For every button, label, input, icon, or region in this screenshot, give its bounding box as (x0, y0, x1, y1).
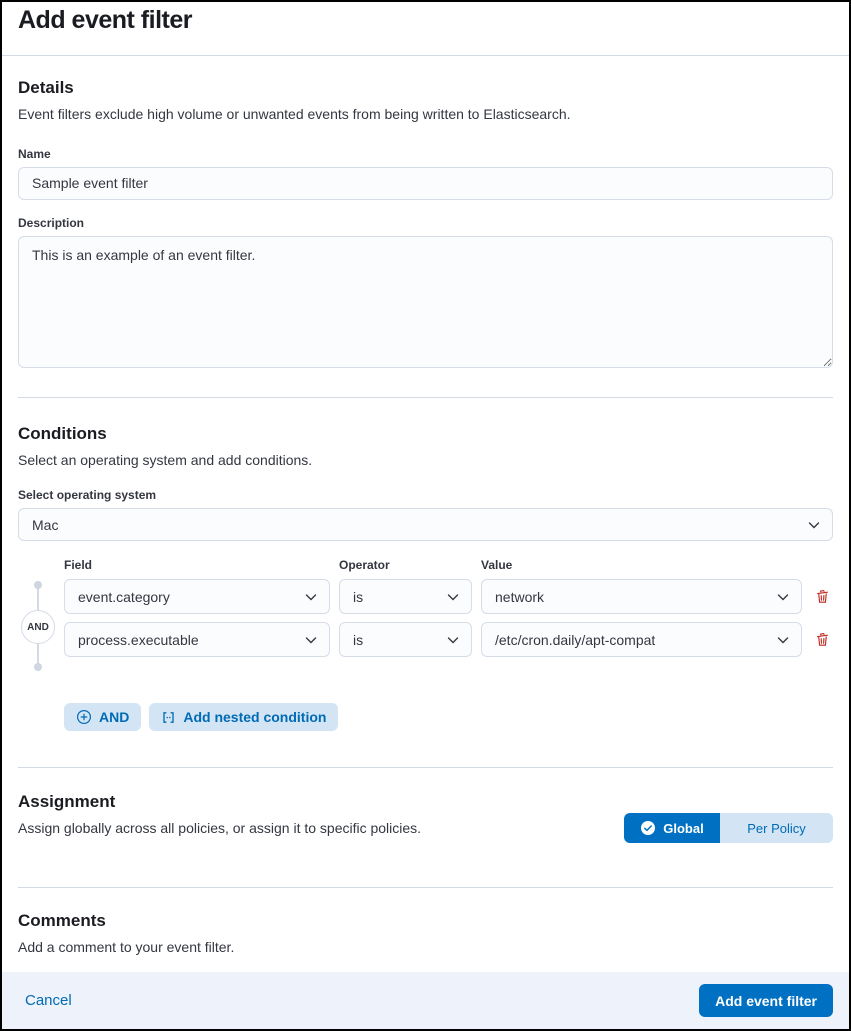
field-select[interactable] (64, 579, 330, 614)
connector-dot-top (34, 581, 42, 589)
chevron-down-icon (303, 589, 319, 605)
chevron-down-icon (806, 517, 822, 533)
page-title: Add event filter (18, 6, 192, 34)
per-policy-toggle-button[interactable] (720, 813, 833, 843)
trash-icon (815, 589, 830, 604)
comments-section (18, 911, 833, 972)
details-section (18, 78, 833, 373)
delete-condition-button[interactable] (811, 586, 833, 608)
add-event-filter-button[interactable]: Add event filter (699, 984, 833, 1017)
assignment-heading: Assignment (18, 792, 116, 812)
delete-condition-button[interactable] (811, 629, 833, 651)
operator-select-value: is (353, 588, 364, 605)
comments-subtitle: Add a comment to your event filter. (18, 939, 235, 956)
details-description: Event filters exclude high volume or unwanted events from being written to Elasticsearch. (18, 106, 571, 122)
operator-select[interactable] (339, 622, 472, 657)
chevron-down-icon (445, 589, 461, 605)
operator-column-header: Operator (339, 558, 390, 573)
condition-actions (64, 703, 833, 731)
name-input[interactable] (18, 167, 833, 200)
assignment-subtitle: Assign globally across all policies, or assign it to specific policies. (18, 820, 422, 837)
nested-button-label: Add nested condition (183, 709, 327, 726)
flyout-footer (2, 972, 849, 1029)
field-select-value: event.category (78, 588, 170, 605)
value-column-header: Value (481, 558, 513, 573)
assignment-section (18, 792, 833, 843)
flyout-body (2, 56, 849, 972)
conditions-subtitle: Select an operating system and add conditions. (18, 451, 313, 468)
chevron-down-icon (303, 632, 319, 648)
field-select[interactable] (64, 622, 330, 657)
flyout-header (2, 2, 849, 56)
add-and-condition-button[interactable] (64, 703, 141, 731)
per-policy-toggle-label: Per Policy (747, 820, 806, 836)
details-heading: Details (18, 78, 74, 97)
field-column-header: Field (64, 558, 93, 573)
value-select[interactable] (481, 579, 802, 614)
conditions-heading: Conditions (18, 423, 107, 443)
section-divider (18, 887, 833, 888)
condition-grid (64, 558, 833, 657)
operator-select-value: is (353, 631, 364, 648)
plus-in-circle-icon (76, 709, 92, 725)
field-select-value: process.executable (78, 631, 199, 648)
os-select-label: Select operating system (18, 488, 157, 503)
global-toggle-label: Global (663, 820, 704, 836)
cancel-button[interactable]: Cancel (25, 992, 72, 1009)
trash-icon (815, 632, 830, 647)
section-divider (18, 397, 833, 398)
value-select-value: network (495, 588, 545, 605)
value-select-value: /etc/cron.daily/apt-compat (495, 631, 656, 648)
os-select-value: Mac (32, 516, 59, 533)
and-button-label: AND (99, 709, 130, 726)
assignment-text (18, 792, 421, 839)
chevron-down-icon (445, 632, 461, 648)
chevron-down-icon (775, 632, 791, 648)
and-connector (18, 558, 64, 657)
nested-icon (161, 710, 176, 725)
operator-select[interactable] (339, 579, 472, 614)
connector-dot-bottom (34, 663, 42, 671)
global-toggle-button[interactable] (624, 813, 720, 843)
value-select[interactable] (481, 622, 802, 657)
and-connector-badge: AND (21, 610, 55, 644)
chevron-down-icon (775, 589, 791, 605)
os-select[interactable] (18, 508, 833, 541)
add-nested-condition-button[interactable] (149, 703, 338, 731)
check-in-circle-icon (640, 820, 656, 836)
name-label: Name (18, 146, 51, 161)
section-divider (18, 767, 833, 768)
description-textarea[interactable] (18, 236, 833, 368)
condition-builder (18, 558, 833, 657)
conditions-section (18, 424, 833, 732)
description-label: Description (18, 215, 85, 230)
comments-heading: Comments (18, 911, 106, 931)
assignment-toggle-group (624, 813, 833, 843)
